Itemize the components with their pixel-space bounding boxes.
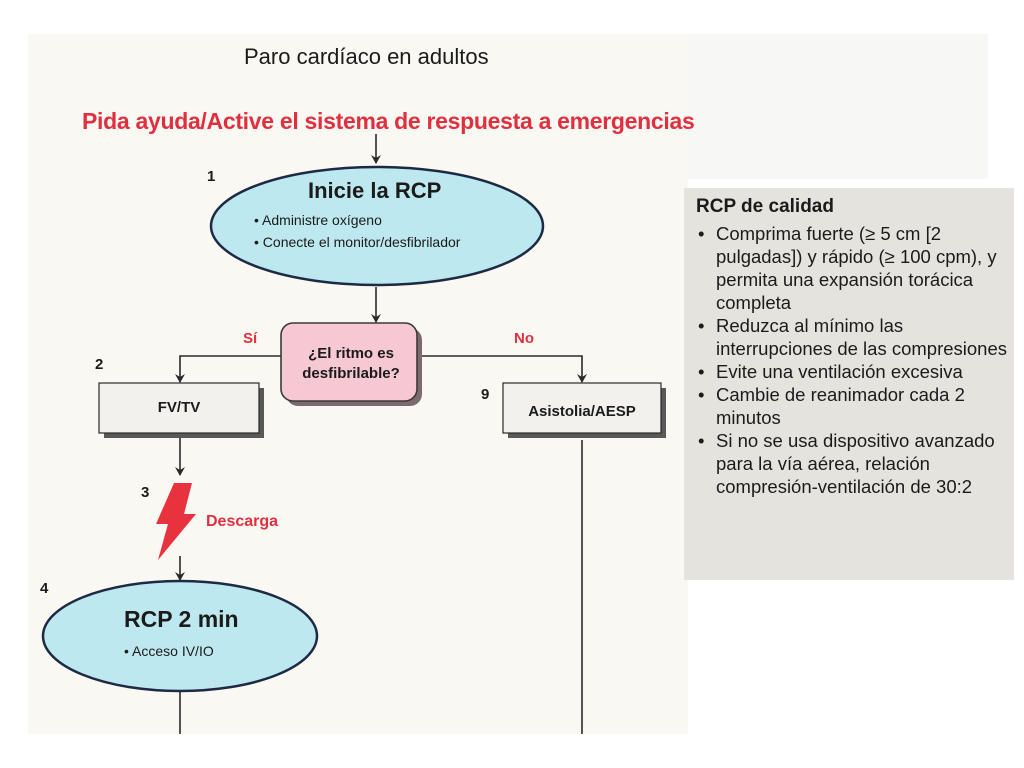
quality-cpr-title: RCP de calidad — [696, 196, 834, 217]
step-number-3: 3 — [141, 484, 150, 501]
lightning-icon — [156, 483, 196, 560]
quality-cpr-list — [690, 222, 1010, 498]
arrow-decision-no — [418, 356, 582, 382]
quality-item-1: • Comprima fuerte (≥ 5 cm [2 pulgadas]) y rápido (≥ 100 cpm), y permita una expansión torácica completa — [698, 223, 997, 313]
cpr-2min-oval — [43, 581, 317, 691]
quality-cpr-panel — [684, 188, 1014, 580]
vf-label: FV/TV — [157, 399, 201, 416]
no-label: No — [514, 330, 534, 347]
start-bullet-2: • Conecte el monitor/desfibrilador — [254, 234, 461, 250]
quality-item-5: • Si no se usa dispositivo avanzado para la vía aérea, relación compresión-ventilación de 30:2 — [698, 430, 995, 497]
page-title: Paro cardíaco en adultos — [244, 44, 489, 69]
cpr-2min-title: RCP 2 min — [124, 606, 239, 632]
asystole-label: Asistolia/AESP — [528, 403, 636, 420]
quality-item-3: • Evite una ventilación excesiva — [698, 361, 963, 382]
step-number-2: 2 — [95, 356, 104, 373]
decision-text: ¿El ritmo es desfibrilable? — [302, 345, 400, 382]
subtitle: Pida ayuda/Active el sistema de respuesta a emergencias — [82, 108, 695, 134]
step-number-9: 9 — [481, 386, 490, 403]
start-bullet-1: • Administre oxígeno — [254, 212, 382, 228]
step-number-1: 1 — [207, 168, 216, 185]
shock-label: Descarga — [206, 513, 279, 530]
arrow-decision-yes — [180, 356, 284, 382]
cpr-2min-bullet: • Acceso IV/IO — [124, 643, 214, 659]
step-number-4: 4 — [40, 580, 49, 597]
start-title: Inicie la RCP — [308, 178, 442, 203]
quality-item-2: • Reduzca al mínimo las interrupciones de las compresiones — [698, 315, 1008, 359]
quality-item-4: • Cambie de reanimador cada 2 minutos — [698, 384, 965, 428]
yes-label: Sí — [243, 330, 258, 347]
